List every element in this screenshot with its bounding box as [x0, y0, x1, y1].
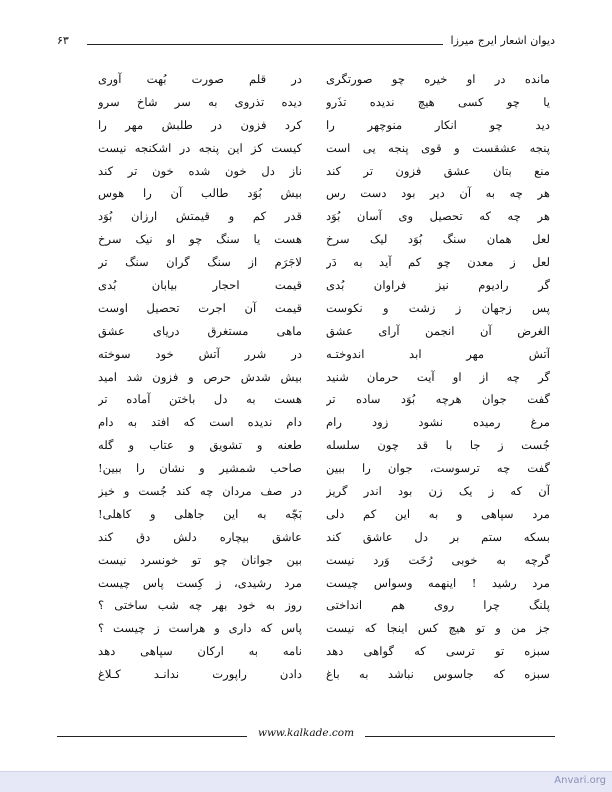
verse-line: مرغ رمیده نشود زود رام: [326, 415, 550, 430]
header-rule: [87, 44, 443, 45]
verse-line: صاحب شمشیر و نشان را ببین!: [98, 461, 302, 476]
verse-line: طعنه و تشویق و عتاب و گله: [98, 438, 302, 453]
verse-line: گر چه از او آیت حرمان شنید: [326, 369, 550, 384]
verse-line: پنجه عشقست و قوی پنجه یی است: [326, 140, 550, 155]
verse-line: جز من و تو هیچ کس اینجا که نیست: [326, 621, 550, 636]
verse-line: بین جوانان چو تو خونسرد نیست: [98, 552, 302, 567]
verse-line: لاجَرَم از سنگ گران سنگ تر: [98, 255, 302, 270]
poem-column-right: [326, 68, 550, 686]
verse-line: ناز دل خون شده خون تر کند: [98, 163, 302, 178]
verse-line: پاس که داری و هراست ز چیست ؟: [98, 621, 302, 636]
verse-line: پلنگ چرا روی هم انداختی: [326, 598, 550, 613]
verse-line: گفت جوان هرچه بُوَد ساده تر: [326, 392, 550, 407]
verse-line: عاشق بیچاره دلش دق کند: [98, 529, 302, 544]
verse-line: مانده در او خیره چو صورتگری: [326, 72, 550, 86]
verse-line: دام ندیده است که افتد به دام: [98, 415, 302, 430]
verse-line: سبزه که جاسوس نباشد به باغ: [326, 667, 550, 682]
verse-line: گر رادیوم نیز فراوان بُدی: [326, 278, 550, 293]
verse-line: قدر کم و قیمتش ارزان بُوَد: [98, 209, 302, 224]
verse-line: هر چه که تحصیل وی آسان بُوَد: [326, 209, 550, 224]
watermark: Anvari.org: [554, 775, 606, 786]
verse-line: کرد فزون در طلبش مهر را: [98, 117, 302, 132]
verse-line: الغرض آن انجمن آرای عشق: [326, 323, 550, 338]
verse-line: هست به دل باختن آماده تر: [98, 392, 302, 407]
verse-line: گفت چه ترسوست، جوان را ببین: [326, 461, 550, 476]
verse-line: دادن راپورت ندانـد کـلاغ: [98, 667, 302, 682]
verse-line: آن که ز یک زن بود اندر گریز: [326, 484, 550, 499]
verse-line: بَچّه به این جاهلی و کاهلی!: [98, 506, 302, 521]
poem-column-left: [98, 68, 302, 686]
verse-line: در شرر آتش خود سوخته: [98, 346, 302, 361]
footer-rule-left: [57, 736, 247, 737]
verse-line: گرچه به خوبی رُخَت وَرد نیست: [326, 552, 550, 567]
viewer-bottom-bar: [0, 771, 612, 792]
verse-line: هست یا سنگ چو او نیک سرخ: [98, 232, 302, 247]
verse-line: پس زجهان ز زشت و نکوست: [326, 300, 550, 315]
verse-line: قیمت احجار بیابان بُدی: [98, 278, 302, 293]
footer-rule-right: [365, 736, 555, 737]
verse-line: بسکه ستم بر دل عاشق کند: [326, 529, 550, 544]
verse-line: هر چه به آن دیر بود دست رس: [326, 186, 550, 201]
verse-line: سبزه تو ترسی که گواهی دهد: [326, 644, 550, 659]
verse-line: لعل ز معدن چو کم آید به دَر: [326, 255, 550, 270]
verse-line: کیست کز این پنجه در اشکنجه نیست: [98, 140, 302, 155]
verse-line: مرد رشیدی، ز کِست پاس چیست: [98, 575, 302, 590]
verse-line: بیش بُوَد طالب آن را هوس: [98, 186, 302, 201]
verse-line: بیش شدش حرص و فزون شد امید: [98, 369, 302, 384]
page-footer: [57, 726, 555, 746]
verse-line: دید چو انکار منوچهر را: [326, 117, 550, 132]
verse-line: در صف مردان چه کند جُست و خیز: [98, 484, 302, 499]
page-number: ۶۳: [57, 34, 69, 47]
verse-line: آتش مهر ابد اندوختـه: [326, 346, 550, 361]
website-link[interactable]: www.kalkade.com: [257, 727, 355, 739]
verse-line: مرد سپاهی و به این کم دلی: [326, 506, 550, 521]
verse-line: دیده تذروی به سر شاخ سرو: [98, 94, 302, 109]
verse-line: روز به خود بهر چه شب ساختی ؟: [98, 598, 302, 613]
verse-line: جُست ز جا با قد چون سلسله: [326, 438, 550, 453]
verse-line: در قلم صورت بُهت آوری: [98, 72, 302, 86]
verse-line: نامه به ارکان سپاهی دهد: [98, 644, 302, 659]
verse-line: لعل همان سنگ بُوَد لیک سرخ: [326, 232, 550, 247]
page-header: [57, 34, 555, 52]
book-title: دیوان اشعار ایرج میرزا: [450, 34, 555, 47]
verse-line: قیمت آن اجرت تحصیل اوست: [98, 300, 302, 315]
verse-line: ماهی مستغرق دریای عشق: [98, 323, 302, 338]
verse-line: مرد رشید ! اینهمه وسواس چیست: [326, 575, 550, 590]
verse-line: منع بتان عشق فزون تر کند: [326, 163, 550, 178]
verse-line: یا چو کسی هیچ ندیده تذَرو: [326, 94, 550, 109]
